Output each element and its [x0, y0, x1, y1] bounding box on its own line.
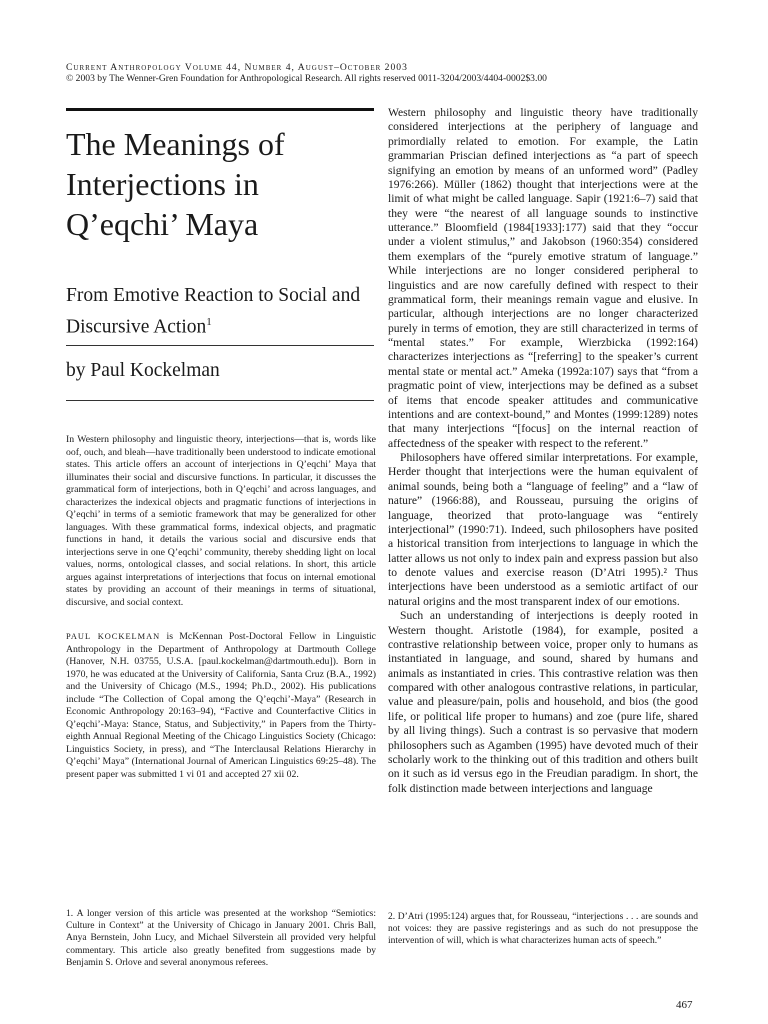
- author-bio-text: is McKennan Post-Doctoral Fellow in Linguistic Anthropology in the Department of Anthropology at Dartmouth College (Hanover, N.H. 03755, U.S.A. [paul.kockelman@dartmouth.edu]). Born in 1970, he was educated at the University of California, Santa Cruz (B.A., 1992) and the University of Chicago (M.S., 1994; Ph.D., 2002). His publications include “The Collection of Copal among the Q’eqchi’-Maya” (Research in Economic Anthropology 20:163–94), “Factive and Counterfactive Clitics in Q’eqchi’-Maya: Stance, Status, and Subjectivity,” in Papers from the Thirty-eighth Annual Regional Meeting of the Chicago Linguistics Society (Chicago: Linguistics Society, in press), and “The Interclausal Relations Hierarchy in Q’eqchi’ Maya” (International Journal of American Linguistics 69:25–48). The present paper was submitted 1 vi 01 and accepted 27 xii 02.: [66, 631, 376, 780]
- body-paragraph-3: Such an understanding of interjections is deeply rooted in Western thought. Aristotle (1984), for example, posited a contrastive relationship between voice, proper only to humans as instantiated in language, and sound, shared by humans and animals as instantiated in cries. This contrastive relation was then compared with other analogous contrastive relations, in particular, value and pleasure/pain, polis and household, and bios (the good life, or political life proper to humans) and zoe (pure life, shared by all living things). Such a contrast is so pervasive that modern philosophers such as Agamben (1995) have devoted much of their scholarly work to the thinking out of this tradition and others built on it such as id versus ego in the Freudian paradigm. In short, the folk distinction made between interjections and language: [388, 609, 698, 795]
- journal-citation: Current Anthropology Volume 44, Number 4, August–October 2003: [66, 62, 408, 73]
- byline: by Paul Kockelman: [66, 360, 220, 381]
- body-paragraph-1: Western philosophy and linguistic theory have traditionally considered interjections at the periphery of language and primordially related to emotion. For example, the Latin grammarian Priscian defined interjections as “a part of speech signifying an emotion by means of an unformed word” (Padley 1976:266). Müller (1862) thought that interjections were at the limit of what might be called language. Sapir (1921:6–7) said that they were “the nearest of all language sounds to instinctive utterance.” Bloomfield (1984[1933]:177) said that they “occur under a violent stimulus,” and Jakobson (1960:354) considered them exemplars of the “purely emotive stratum of language.” While interjections are no longer considered peripheral to linguistics and are now carefully defined with respect to their grammatical form, their meanings remain vague and elusive. In particular, although interjections are no longer characterized purely in terms of emotion, they are still characterized in terms of “mental states.” For example, Wierzbicka (1992:164) characterizes interjections as “[referring] to the speaker’s current mental state or mental act.” Ameka (1992a:107) says that “from a pragmatic point of view, interjections may be defined as a subset of items that encode speaker attitudes and communicative intentions and are context-bound,” and Montes (1999:1289) notes that many interjections “[focus] on the internal reaction of affectedness of the speaker with respect to the referent.”: [388, 106, 698, 450]
- footnote-1: 1. A longer version of this article was presented at the workshop “Semiotics: Culture in Context” at the University of Chicago in January 2001. Chris Ball, Anya Bernstein, John Lucy, and Michael Silverstein all provided very helpful commentary. This article also greatly benefited from suggestions made by Benjamin S. Orlove and several anonymous referees.: [66, 909, 376, 968]
- author-name: PAUL KOCKELMAN: [66, 632, 161, 641]
- body-text-column: [388, 106, 698, 796]
- subtitle-text: From Emotive Reaction to Social and Discursive Action: [66, 285, 361, 338]
- body-paragraph-2: Philosophers have offered similar interpretations. For example, Herder thought that interjections were the human equivalent of animal sounds, being both a “language of feeling” and a “law of nature” (1966:88), and Rousseau, pursuing the origins of language, theorized that proto-language was “entirely interjectional” (1990:71). Indeed, such philosophers have posited a historical transition from interjections to language in which the latter allows us not only to index pain and express passion but also to denote values and exercise reason (D’Atri 1995).² Thus interjections have been understood as a semiotic artifact of our natural origins and the most transparent index of our emotions.: [388, 451, 698, 608]
- article-title: The Meanings of Interjections in Q’eqchi’ Maya: [66, 126, 285, 242]
- abstract: In Western philosophy and linguistic theory, interjections—that is, words like oof, ouch, and bleah—have traditionally been understood to indicate emotional states. This article offers an account of interjections in Q’eqchi’ Maya that illuminates their social and discursive functions. In particular, it discusses the grammatical form of interjections, both in Q’eqchi’ and across languages, and characterizes the indexical objects and pragmatic functions of interjections in Q’eqchi’ in terms of a semiotic framework that may be generalized for other languages. With these grammatical forms, indexical objects, and pragmatic functions in hand, it details the various social and discursive ends that interjections serve in one Q’eqchi’ community, thereby shedding light on local values, norms, ontological classes, and social relations. In short, this article argues against interpretations of interjections that focus on internal emotional states by providing an account of their meanings in terms of situational, discursive, and social context.: [66, 434, 376, 608]
- article-subtitle: [66, 283, 376, 341]
- journal-header: [66, 62, 547, 84]
- byline-rule: [66, 400, 374, 401]
- subtitle-rule: [66, 345, 374, 346]
- author-bio: [66, 631, 376, 781]
- footnote-marker: 1: [206, 316, 212, 328]
- footnote-2: 2. D’Atri (1995:124) argues that, for Rousseau, “interjections . . . are sounds and not voices: they are passive registerings and as such do not presuppose the intervention of will, which is what characterizes human acts of speech.”: [388, 912, 698, 947]
- page-number: 467: [676, 999, 693, 1011]
- copyright-line: © 2003 by The Wenner-Gren Foundation for Anthropological Research. All rights reserved 0011-3204/2003/4404-0002$3.00: [66, 73, 547, 84]
- title-rule: [66, 108, 374, 111]
